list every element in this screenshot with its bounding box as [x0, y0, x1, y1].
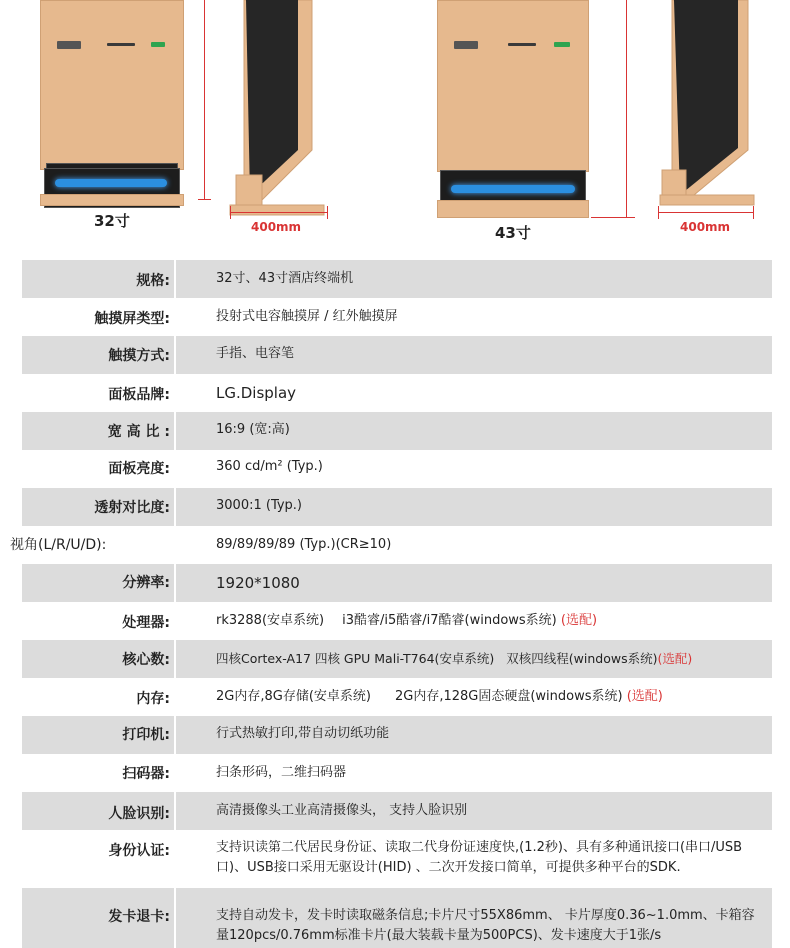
spec-label: 面板品牌: — [108, 387, 170, 403]
kiosk-43-front — [437, 0, 589, 172]
depth-tick — [753, 206, 754, 219]
spec-label: 分辨率: — [122, 575, 170, 591]
depth-label-left: 400mm — [251, 220, 302, 234]
spec-label: 内存: — [136, 691, 170, 707]
column-divider — [174, 888, 176, 948]
spec-label: 打印机: — [122, 727, 170, 743]
spec-label: 发卡退卡: — [108, 909, 170, 925]
column-divider — [174, 640, 176, 678]
spec-label: 核心数: — [122, 652, 170, 668]
spec-label: 透射对比度: — [94, 500, 170, 516]
optional-tag: (选配) — [626, 689, 663, 704]
card-slot — [57, 41, 81, 49]
spec-value: LG.Display — [216, 384, 297, 402]
table-row — [22, 888, 772, 948]
status-light — [554, 42, 570, 47]
spec-value: 89/89/89/89 (Typ.)(CR≥10) — [216, 537, 392, 552]
spec-label: 触摸方式: — [108, 348, 170, 364]
spec-value: 行式热敏打印,带自动切纸功能 — [216, 726, 390, 741]
height-tick — [198, 199, 211, 200]
spec-label: 宽 高 比 : — [107, 424, 170, 440]
card-slot — [454, 41, 478, 49]
height-dimension-32 — [204, 0, 205, 200]
spec-value-android: 四核Cortex-A17 四核 GPU Mali-T764(安卓系统) — [216, 651, 495, 666]
depth-tick — [658, 206, 659, 219]
spec-value: 3000:1 (Typ.) — [216, 498, 303, 513]
spec-value — [216, 611, 766, 631]
table-row — [22, 488, 772, 526]
spec-value: 360 cd/m² (Typ.) — [216, 459, 323, 474]
optional-tag: (选配) — [560, 613, 598, 628]
spec-value: 32寸、43寸酒店终端机 — [216, 271, 354, 286]
spec-value-windows: 双核四线程(windows系统) — [506, 651, 658, 666]
depth-dimension-left — [230, 212, 328, 213]
spec-label: 触摸屏类型: — [94, 311, 170, 327]
depth-label-right: 400mm — [680, 220, 731, 234]
column-divider — [174, 716, 176, 754]
spec-value-windows: 2G内存,128G固态硬盘(windows系统) — [394, 689, 623, 704]
size-label-43: 43寸 — [495, 224, 531, 242]
size-label-32: 32寸 — [94, 212, 130, 230]
spec-table — [10, 260, 772, 948]
kiosk-32-front — [40, 0, 184, 170]
table-row — [22, 374, 772, 412]
receipt-slot — [508, 43, 536, 46]
spec-value: 支持自动发卡，发卡时读取磁条信息;卡片尺寸55X86mm、 卡片厚度0.36~1.0mm、卡箱容量120pcs/0.76mm标准卡片(最大装载卡量为500PCS)、发卡速度大于1张/s — [216, 908, 755, 943]
spec-label: 规格: — [136, 273, 170, 289]
height-tick — [591, 217, 635, 218]
spec-value: 支持识读第二代居民身份证、读取二代身份证速度快,(1.2秒)、具有多种通讯接口(串口/USB口)、USB接口采用无驱设计(HID) 、二次开发接口简单，可提供多种平台的SDK. — [216, 840, 743, 875]
table-row — [22, 754, 772, 792]
status-light — [151, 42, 165, 47]
table-row — [22, 450, 772, 488]
spec-value: 高清摄像头工业高清摄像头， 支持人脸识别 — [216, 803, 468, 818]
table-row — [22, 678, 772, 716]
optional-tag: (选配) — [657, 651, 693, 666]
kiosk-32-side — [228, 0, 328, 220]
spec-label: 身份认证: — [108, 843, 170, 859]
spec-value: 扫条形码，二维扫码器 — [216, 765, 347, 780]
spec-value-windows: i3酷睿/i5酷睿/i7酷睿(windows系统) — [342, 613, 557, 628]
column-divider — [174, 336, 176, 374]
table-row — [22, 830, 772, 888]
table-row — [10, 526, 772, 564]
scanner-light — [55, 179, 167, 187]
table-row — [22, 602, 772, 640]
product-illustration — [0, 0, 790, 250]
column-divider — [174, 412, 176, 450]
table-row — [22, 412, 772, 450]
column-divider — [174, 488, 176, 526]
kiosk-43-side — [658, 0, 758, 220]
spec-value — [216, 649, 766, 669]
table-row — [22, 640, 772, 678]
depth-tick — [230, 206, 231, 219]
table-row — [22, 260, 772, 298]
spec-label: 视角(L/R/U/D): — [10, 537, 107, 553]
height-dimension-43 — [626, 0, 627, 218]
table-row — [22, 564, 772, 602]
spec-label: 人脸识别: — [108, 806, 170, 822]
table-row — [22, 792, 772, 830]
receipt-slot — [107, 43, 135, 46]
column-divider — [174, 260, 176, 298]
spec-value: 1920*1080 — [216, 574, 300, 592]
spec-label: 处理器: — [122, 615, 170, 631]
spec-value: 投射式电容触摸屏 / 红外触摸屏 — [216, 309, 398, 324]
table-row — [22, 716, 772, 754]
column-divider — [174, 564, 176, 602]
spec-label: 面板亮度: — [108, 461, 170, 477]
depth-dimension-right — [658, 212, 754, 213]
spec-value — [216, 687, 766, 707]
spec-label: 扫码器: — [122, 766, 170, 782]
table-row — [22, 298, 772, 336]
kiosk-32-foot — [40, 194, 184, 206]
scanner-light — [451, 185, 575, 193]
column-divider — [174, 792, 176, 830]
spec-value-android: rk3288(安卓系统) — [216, 613, 325, 628]
depth-tick — [327, 206, 328, 219]
table-row — [22, 336, 772, 374]
spec-value-android: 2G内存,8G存储(安卓系统) — [216, 689, 371, 704]
spec-value: 手指、电容笔 — [216, 346, 295, 361]
kiosk-43-foot — [437, 200, 589, 218]
spec-value: 16:9 (宽:高) — [216, 422, 290, 437]
